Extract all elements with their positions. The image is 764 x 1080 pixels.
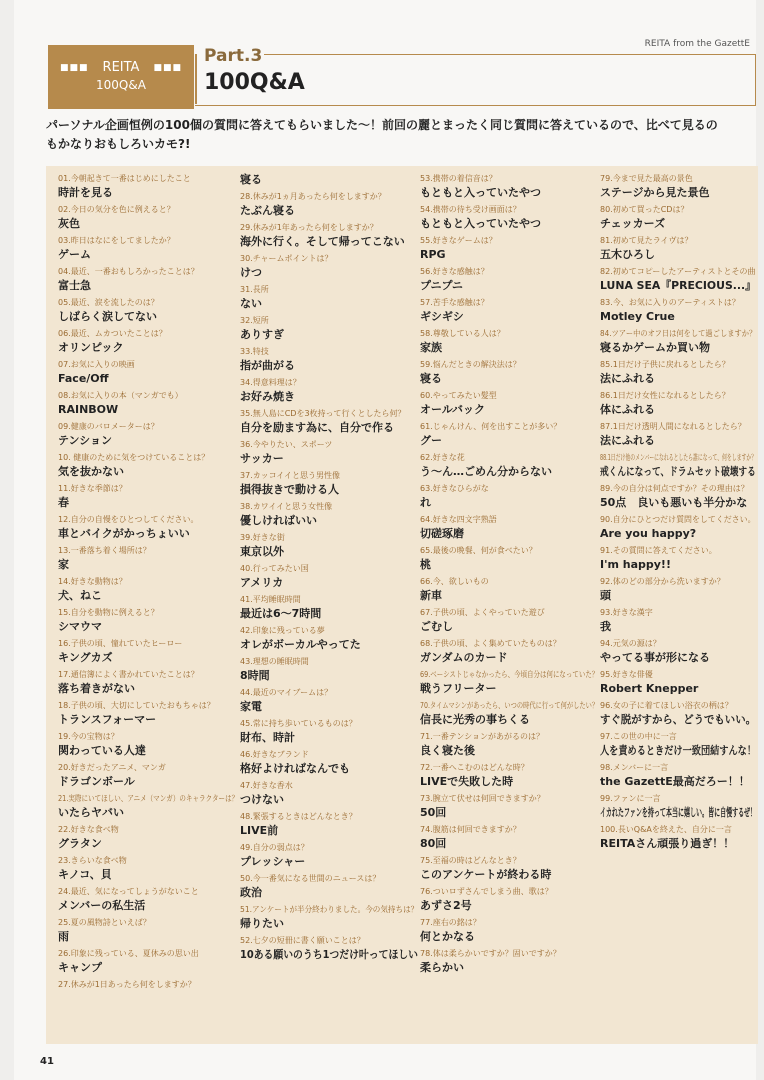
question: 50.今一番気になる世間のニュースは？ <box>240 874 381 883</box>
question: 66.今、欲しいもの <box>420 577 489 586</box>
question: 33.特技 <box>240 347 269 356</box>
lead-text: パーソナル企画恒例の100個の質問に答えてもらいました～！前回の麗とまったく同じ質問に答えているので、比べて見るのもかなりおもしろいカモ?! <box>46 118 718 151</box>
question: 81.初めて見たライヴは？ <box>600 236 693 245</box>
answer: キャンプ <box>58 961 102 974</box>
answer: 我 <box>600 620 611 633</box>
answer: あずさ2号 <box>420 899 472 912</box>
decor-dots-left: ■■■ <box>60 63 89 73</box>
decor-dots-right: ■■■ <box>153 63 182 73</box>
answer: トランスフォーマー <box>58 713 157 726</box>
answer: キノコ、貝 <box>58 868 112 881</box>
answer: 灰色 <box>58 217 80 230</box>
section-label-box <box>48 45 194 109</box>
answer: RAINBOW <box>58 403 119 416</box>
question: 55.好きなゲームは？ <box>420 236 497 245</box>
question: 08.お気に入りの本（マンガでも） <box>58 391 183 400</box>
page-title: 100Q&A <box>204 70 305 95</box>
answer: Face/Off <box>58 372 109 385</box>
answer: プレッシャー <box>240 855 306 868</box>
header-rule-right <box>755 54 756 106</box>
answer: 何とかなる <box>420 930 475 943</box>
question: 42.印象に残っている夢 <box>240 626 325 635</box>
answer: 戒くんになって、ドラムセット破壊する <box>600 465 756 478</box>
answer: れ <box>420 496 431 509</box>
question: 28.休みが1ヵ月あったら何をしますか？ <box>240 192 386 201</box>
answer: キングカズ <box>58 651 113 664</box>
question: 16.子供の頃、憧れていたヒーロー <box>58 639 183 648</box>
question: 86.1日だけ女性になれるとしたら？ <box>600 391 730 400</box>
answer: すぐ脱がすから、どうでもいい。 <box>600 713 756 726</box>
question: 09.健康のバロメーターは？ <box>58 422 159 431</box>
question: 92.体のどの部分から洗いますか？ <box>600 577 725 586</box>
question: 98.メンバーに一言 <box>600 763 669 772</box>
question: 83.今、お気に入りのアーティストは？ <box>600 298 740 307</box>
question: 34.得意料理は？ <box>240 378 301 387</box>
question: 84.ツアー中のオフ日は何をして過ごしますか？ <box>600 329 757 338</box>
question: 56.好きな感触は？ <box>420 267 489 276</box>
question: 88.1日だけ他のメンバーになれるとしたら誰になって、何をしますか？ <box>600 453 757 462</box>
question: 14.好きな動物は？ <box>58 577 127 586</box>
question: 44.最近のマイブームは？ <box>240 688 333 697</box>
question: 71.一番テンションがあがるのは？ <box>420 732 544 741</box>
qa-column-1 <box>58 172 238 991</box>
question: 49.自分の弱点は？ <box>240 843 309 852</box>
answer: 関わっている人達 <box>58 744 146 757</box>
question: 58.尊敬している人は？ <box>420 329 505 338</box>
question: 06.最近、ムカついたことは？ <box>58 329 167 338</box>
question: 62.好きな花 <box>420 453 465 462</box>
question: 82.初めてコピーしたアーティストとその曲 <box>600 267 756 276</box>
answer: 犬、ねこ <box>58 589 102 602</box>
question: 45.常に持ち歩いているものは？ <box>240 719 357 728</box>
answer: アメリカ <box>240 576 284 589</box>
answer: ギシギシ <box>420 310 464 323</box>
answer: う～ん…ごめん分からない <box>420 465 552 478</box>
question: 87.1日だけ透明人間になれるとしたら？ <box>600 422 746 431</box>
question: 04.最近、一番おもしろかったことは？ <box>58 267 199 276</box>
question: 31.長所 <box>240 285 269 294</box>
answer: グー <box>420 434 442 447</box>
question: 03.昨日はなにをしてましたか？ <box>58 236 175 245</box>
qa-column-2 <box>240 172 418 965</box>
question: 78.体は柔らかいですか？固いですか？ <box>420 949 561 958</box>
question: 36.今やりたい、スポーツ <box>240 440 333 449</box>
question: 46.好きなブランド <box>240 750 309 759</box>
answer: イカれたファンを持って本当に嬉しい。皆に自慢するぜ！ <box>600 806 757 819</box>
question: 74.腹筋は何回できますか？ <box>420 825 521 834</box>
question: 72.一番へこむのはどんな時？ <box>420 763 529 772</box>
answer: 切磋琢磨 <box>420 527 464 540</box>
header-rule-top <box>264 54 756 55</box>
question: 52.七夕の短冊に書く願いことは？ <box>240 936 365 945</box>
answer: 五木ひろし <box>600 248 655 261</box>
question: 90.自分にひとつだけ質問をしてください。 <box>600 515 756 524</box>
answer: ドラゴンボール <box>58 775 135 788</box>
answer: もともと入っていたやつ <box>420 186 541 199</box>
answer: 東京以外 <box>240 545 284 558</box>
answer: 自分を励ます為に、自分で作る <box>240 421 394 434</box>
answer: 寝る <box>240 173 262 186</box>
answer: 最近は6～7時間 <box>240 607 322 620</box>
question: 63.好きなひらがな <box>420 484 489 493</box>
question: 01.今朝起きて一番はじめにしたこと <box>58 174 191 183</box>
answer: シマウマ <box>58 620 102 633</box>
question: 13.一番落ち着く場所は？ <box>58 546 151 555</box>
question: 96.女の子に着てほしい浴衣の柄は？ <box>600 701 733 710</box>
question: 100.長いQ&Aを終えた、自分に一言 <box>600 825 732 834</box>
answer: 海外に行く。そして帰ってこない <box>240 235 405 248</box>
answer: RPG <box>420 248 446 261</box>
question: 07.お気に入りの映画 <box>58 360 135 369</box>
question: 37.カッコイイと思う男性像 <box>240 471 341 480</box>
question: 65.最後の晩餐、何が食べたい？ <box>420 546 537 555</box>
answer: LIVEで失敗した時 <box>420 775 514 788</box>
answer: Robert Knepper <box>600 682 699 695</box>
question: 27.休みが1日あったら何をしますか？ <box>58 980 196 989</box>
question: 20.好きだったアニメ、マンガ <box>58 763 166 772</box>
answer: 戦うフリーター <box>420 682 497 695</box>
answer: 春 <box>58 496 69 509</box>
answer: グラタン <box>58 837 102 850</box>
question: 18.子供の頃、大切にしていたおもちゃは？ <box>58 701 215 710</box>
answer: Are you happy? <box>600 527 697 540</box>
answer: チェッカーズ <box>600 217 666 230</box>
question: 35.無人島にCDを3枚持って行くとしたら何？ <box>240 409 406 418</box>
answer: 落ち着きがない <box>58 682 135 695</box>
question: 64.好きな四文字熟語 <box>420 515 497 524</box>
answer: 人を責めるときだけ一致団結すんな！ <box>600 744 756 757</box>
answer: 法にふれる <box>600 434 655 447</box>
question: 85.1日だけ子供に戻れるとしたら？ <box>600 360 730 369</box>
part-label: Part.3 <box>204 46 263 66</box>
question: 41.平均睡眠時間 <box>240 595 301 604</box>
answer: ステージから見た景色 <box>600 186 710 199</box>
answer: 桃 <box>420 558 431 571</box>
question: 53.携帯の着信音は？ <box>420 174 497 183</box>
header-rule-bottom <box>195 105 756 106</box>
question: 10. 健康のために気をつけていることは？ <box>58 453 210 462</box>
question: 17.通信簿によく書かれていたことは？ <box>58 670 199 679</box>
header-bracket <box>195 54 197 104</box>
answer: 8時間 <box>240 669 270 682</box>
answer: やってる事が形になる <box>600 651 710 664</box>
answer: テンション <box>58 434 112 447</box>
answer: 寝る <box>420 372 442 385</box>
question: 02.今日の気分を色に例えると？ <box>58 205 175 214</box>
answer: I'm happy!! <box>600 558 671 571</box>
answer: 雨 <box>58 930 69 943</box>
answer: 新車 <box>420 589 442 602</box>
question: 05.最近、涙を流したのは？ <box>58 298 159 307</box>
answer: ごむし <box>420 620 453 633</box>
question: 70.タイムマシンがあったら、いつの時代に行って何がしたい？ <box>420 701 599 710</box>
qa-column-3 <box>420 172 598 978</box>
answer: LIVE前 <box>240 824 279 837</box>
question: 73.腕立て伏せは何回できますか？ <box>420 794 545 803</box>
answer: 家族 <box>420 341 442 354</box>
question: 24.最近、気になってしょうがないこと <box>58 887 199 896</box>
answer: REITAさん頑張り過ぎ！！ <box>600 837 735 850</box>
question: 12.自分の自慢をひとつしてください。 <box>58 515 199 524</box>
answer: オレがボーカルやってた <box>240 638 361 651</box>
question: 23.きらいな食べ物 <box>58 856 127 865</box>
answer: いたらヤバい <box>58 806 124 819</box>
answer: しばらく涙してない <box>58 310 157 323</box>
answer: ない <box>240 297 262 310</box>
label-line1: REITA <box>102 60 140 75</box>
answer: つけない <box>240 793 284 806</box>
answer: 良く寝た後 <box>420 744 475 757</box>
question: 79.今まで見た最高の景色 <box>600 174 693 183</box>
question: 76.ついロずさんでしまう曲、歌は？ <box>420 887 553 896</box>
answer: 気を抜かない <box>58 465 124 478</box>
question: 21.実際にいてほしい、アニメ（マンガ）のキャラクターは？ <box>58 794 239 803</box>
answer: 富士急 <box>58 279 91 292</box>
question: 29.休みが1年あったら何をしますか？ <box>240 223 378 232</box>
question: 47.好きな香水 <box>240 781 293 790</box>
question: 59.悩んだときの解決法は？ <box>420 360 521 369</box>
answer: このアンケートが終わる時 <box>420 868 552 881</box>
answer: 信長に光秀の事ちくる <box>420 713 530 726</box>
question: 11.好きな季節は？ <box>58 484 127 493</box>
question: 80.初めて買ったCDは？ <box>600 205 689 214</box>
question: 39.好きな街 <box>240 533 285 542</box>
answer: 家電 <box>240 700 262 713</box>
question: 93.好きな漢字 <box>600 608 653 617</box>
question: 30.チャームポイントは？ <box>240 254 333 263</box>
answer: ガンダムのカード <box>420 651 508 664</box>
question: 48.緊張するときはどんなとき？ <box>240 812 357 821</box>
answer: 家 <box>58 558 69 571</box>
answer: 帰りたい <box>240 917 284 930</box>
question: 19.今の宝物は？ <box>58 732 119 741</box>
question: 61.じゃんけん、何を出すことが多い？ <box>420 422 562 431</box>
question: 26.印象に残っている、夏休みの思い出 <box>58 949 199 958</box>
answer: 50回 <box>420 806 447 819</box>
answer: the GazettE最高だろー！！ <box>600 775 750 788</box>
question: 25.夏の風物詩といえば？ <box>58 918 151 927</box>
answer: もともと入っていたやつ <box>420 217 541 230</box>
answer: 指が曲がる <box>240 359 295 372</box>
answer: 車とバイクがかっちょいい <box>58 527 190 540</box>
answer: プニプニ <box>420 279 463 292</box>
question: 60.やってみたい髪型 <box>420 391 497 400</box>
question: 97.この世の中に一言 <box>600 732 677 741</box>
question: 67.子供の頃、よくやっていた遊び <box>420 608 545 617</box>
brand-text: REITA from the GazettE <box>644 39 750 49</box>
question: 40.行ってみたい国 <box>240 564 309 573</box>
answer: 財布、時計 <box>240 731 295 744</box>
question: 15.自分を動物に例えると？ <box>58 608 159 617</box>
answer: 柔らかい <box>420 961 464 974</box>
question: 54.携帯の待ち受け画面は？ <box>420 205 521 214</box>
label-line2: 100Q&A <box>96 78 146 92</box>
answer: お好み焼き <box>240 390 295 403</box>
answer: 法にふれる <box>600 372 655 385</box>
answer: 頭 <box>600 589 611 602</box>
answer: ゲーム <box>58 248 91 261</box>
answer: 優しければいい <box>240 514 317 527</box>
answer: 10ある願いのうち1つだけ叶ってほしい <box>240 948 418 961</box>
answer: Motley Crue <box>600 310 675 323</box>
answer: LUNA SEA『PRECIOUS...』 <box>600 279 757 292</box>
question: 57.苦手な感触は？ <box>420 298 489 307</box>
answer: 寝るかゲームか買い物 <box>600 341 710 354</box>
question: 69.ベーシストじゃなかったら、今頃自分は何になっていた？ <box>420 670 599 679</box>
question: 91.その質問に答えてください。 <box>600 546 717 555</box>
answer: たぶん寝る <box>240 204 295 217</box>
answer: 格好よければなんでも <box>240 762 350 775</box>
answer: 時計を見る <box>58 186 113 199</box>
question: 94.元気の源は？ <box>600 639 661 648</box>
question: 32.短所 <box>240 316 269 325</box>
question: 22.好きな食べ物 <box>58 825 119 834</box>
answer: オールバック <box>420 403 486 416</box>
question: 75.至福の時はどんなとき？ <box>420 856 521 865</box>
question: 95.好きな俳優 <box>600 670 653 679</box>
question: 99.ファンに一言 <box>600 794 661 803</box>
question: 51.アンケートが半分終わりました。今の気持ちは？ <box>240 905 419 914</box>
answer: 80回 <box>420 837 447 850</box>
answer: 体にふれる <box>600 403 655 416</box>
answer: メンバーの私生活 <box>58 899 146 912</box>
answer: 政治 <box>240 886 262 899</box>
answer: 損得抜きで動ける人 <box>240 483 339 496</box>
answer: サッカー <box>240 452 284 465</box>
question: 89.今の自分は何点ですか？その理由は？ <box>600 484 749 493</box>
qa-column-4 <box>600 172 756 854</box>
question: 68.子供の頃、よく集めていたものは？ <box>420 639 561 648</box>
question: 43.理想の睡眠時間 <box>240 657 309 666</box>
answer: ありすぎ <box>240 328 284 341</box>
question: 38.カワイイと思う女性像 <box>240 502 333 511</box>
question: 77.座右の銘は？ <box>420 918 481 927</box>
answer: 50点 良いも悪いも半分かな <box>600 496 748 509</box>
answer: けつ <box>240 266 262 279</box>
page-number: 41 <box>40 1056 54 1067</box>
answer: オリンピック <box>58 341 124 354</box>
